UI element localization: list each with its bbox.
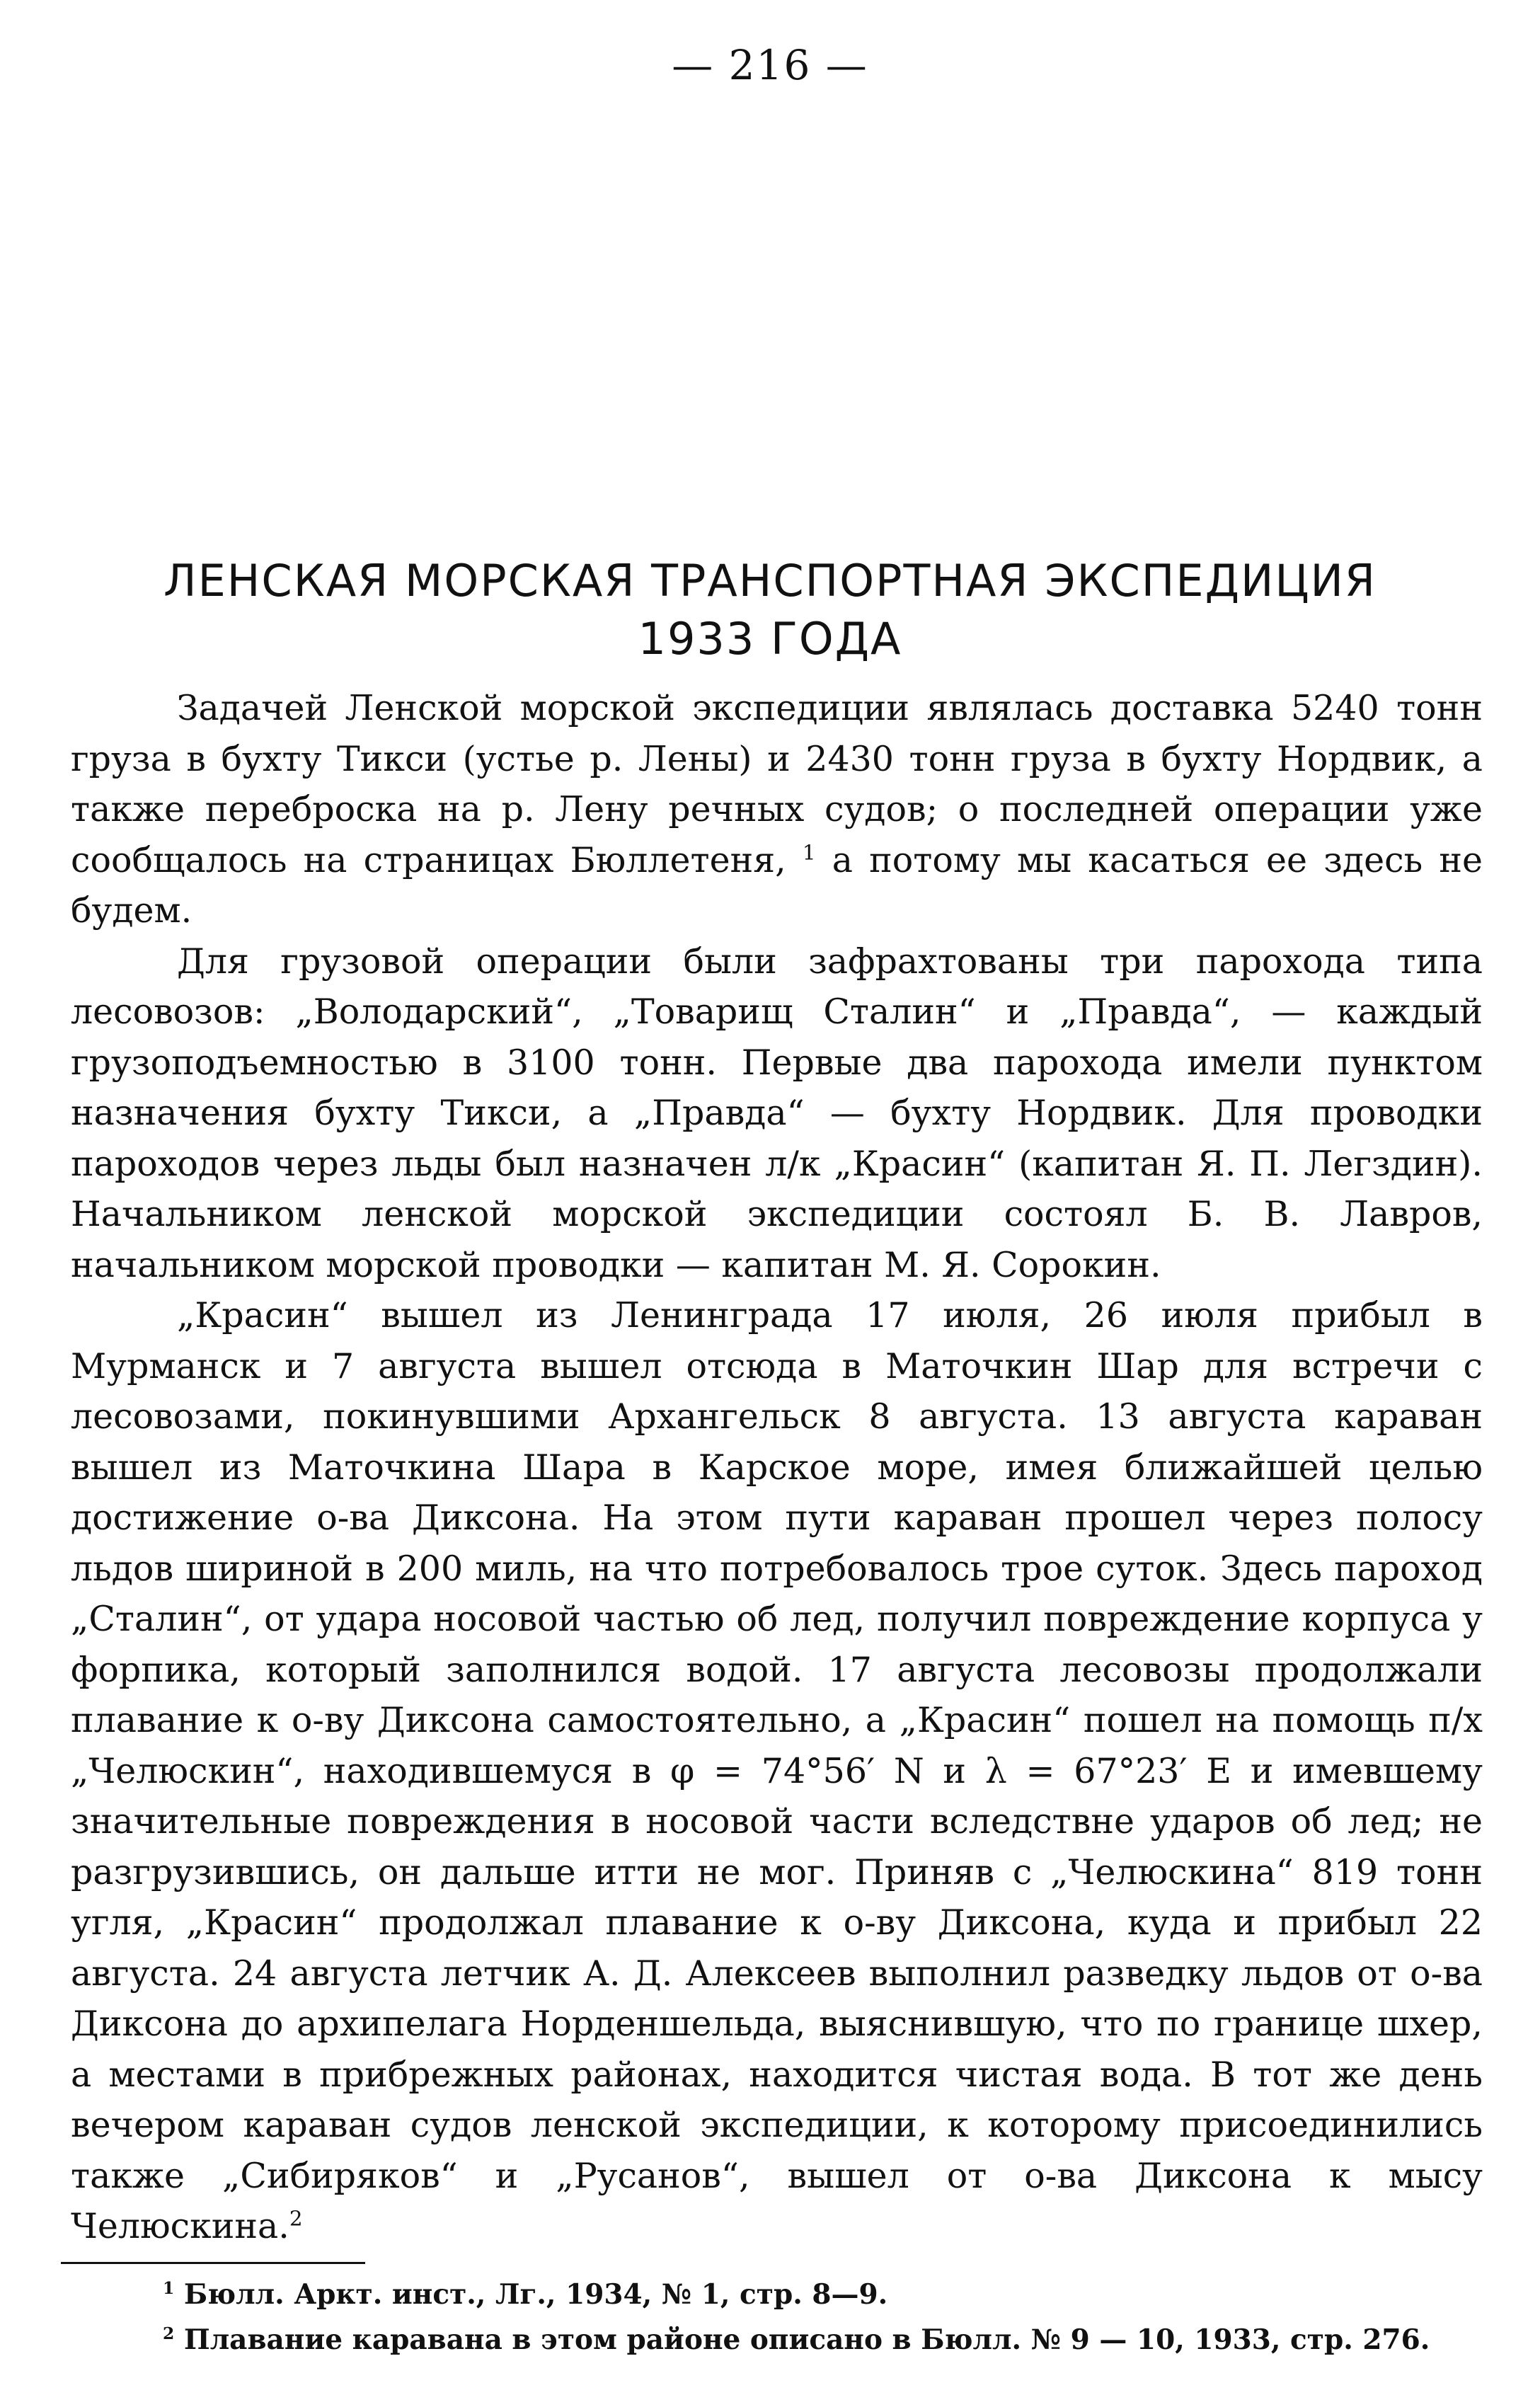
footnote-2-text: Плавание каравана в этом районе описано в Бюлл. № 9 — 10, 1933, стр. 276. [183, 2323, 1430, 2356]
article-body [71, 683, 1483, 2252]
paragraph-2: Для грузовой операции были зафрахтованы три парохода типа лесовозов: „Володарский“, „Товарищ Сталин“ и „Правда“, — каждый грузоподъемностью в 3100 тонн. Первые два парохода имели пунктом назначения бухту Тикси, а „Правда“ — бухту Нордвик. Для проводки пароходов через льды был назначен л/к „Красин“ (капитан Я. П. Легздин). Начальником ленской морской экспедиции состоял Б. В. Лавров, начальником морской проводки — капитан М. Я. Сорокин. [71, 941, 1483, 1285]
footnote-1-mark: 1 [163, 2278, 175, 2298]
footnote-2-mark: 2 [163, 2323, 175, 2343]
paragraph-1-text-b: а потому мы касаться ее здесь не будем. [71, 839, 1483, 931]
article-title [113, 552, 1427, 668]
footnote-ref-2: 2 [289, 2206, 303, 2231]
paragraph-1-text-a: Задачей Ленской морской экспедиции являлась доставка 5240 тонн груза в бухту Тикси (устье р. Лены) и 2430 тонн груза в бухту Нордвик, а также переброска на р. Лену речных судов; о последней операции уже сообщалось на страницах Бюллетеня, [71, 688, 1483, 880]
paragraph-1 [71, 683, 1483, 936]
paragraph-3 [71, 1290, 1483, 2252]
title-line-2: 1933 ГОДА [638, 613, 902, 665]
footnote-1-text: Бюлл. Аркт. инст., Лг., 1934, № 1, стр. 8—9. [183, 2278, 888, 2311]
footnotes [163, 2272, 1437, 2362]
footnote-ref-1: 1 [802, 840, 816, 865]
title-line-1: ЛЕНСКАЯ МОРСКАЯ ТРАНСПОРТНАЯ ЭКСПЕДИЦИЯ [163, 555, 1377, 607]
paragraph-3-text: „Красин“ вышел из Ленинграда 17 июля, 26 июля прибыл в Мурманск и 7 августа вышел отсюда в Маточкин Шар для встречи с лесовозами, покинувшими Архангельск 8 августа. 13 августа караван вышел из Маточкина Шара в Карское море, имея ближайшей целью достижение о-ва Диксона. На этом пути караван прошел через полосу льдов шириной в 200 миль, на что потребовалось трое суток. Здесь пароход „Сталин“, от удара носовой частью об лед, получил повреждение корпуса у форпика, который заполнился водой. 17 августа лесовозы продолжали плавание к о-ву Диксона самостоятельно, а „Красин“ пошел на помощь п/х „Челюскин“, находившемуся в φ = 74°56′ N и λ = 67°23′ E и имевшему значительные повреждения в носовой части вследствне ударов об лед; не разгрузившись, он дальше итти не мог. Приняв с „Челюскина“ 819 тонн угля, „Красин“ продолжал плавание к о-ву Диксона, куда и прибыл 22 августа. 24 августа летчик А. Д. Алексеев выполнил разведку льдов от о-ва Диксона до архипелага Норденшельда, выяснившую, что по границе шхер, а местами в прибрежных районах, находится чистая вода. В тот же день вечером караван судов ленской экспедиции, к которому присоединились также „Сибиряков“ и „Русанов“, вышел от о-ва Диксона к мысу Челюскина. [71, 1295, 1483, 2246]
footnote-divider [61, 2262, 365, 2264]
footnote-2 [163, 2317, 1437, 2362]
footnote-1 [163, 2272, 1437, 2317]
page-number: — 216 — [672, 41, 868, 89]
